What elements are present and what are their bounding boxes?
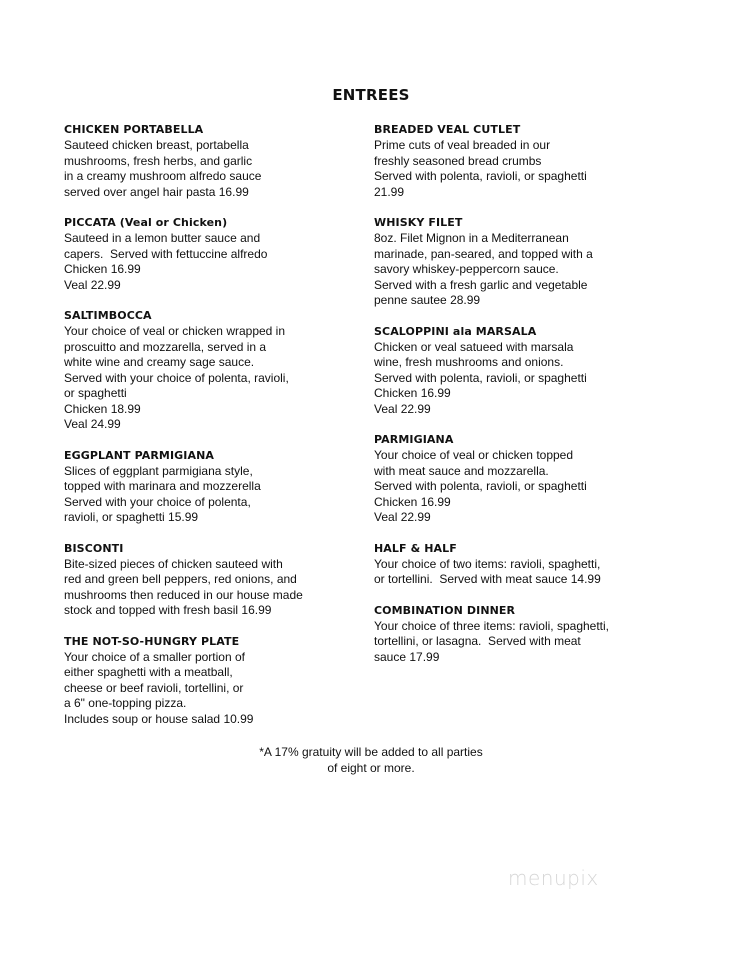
menu-item-description-line: Prime cuts of veal breaded in our xyxy=(374,138,551,152)
menu-item-description-line: penne sautee 28.99 xyxy=(374,293,481,307)
menu-item-description-line: Slices of eggplant parmigiana style, xyxy=(64,463,253,478)
menu-item-name: SCALOPPINI ala MARSALA xyxy=(374,324,537,338)
menu-item-description-line: savory whiskey-peppercorn sauce. xyxy=(374,262,559,276)
menu-item-description-line: ravioli, or spaghetti 15.99 xyxy=(64,510,199,524)
menu-item-description-line: freshly seasoned bread crumbs xyxy=(374,153,542,168)
menu-item-name: HALF & HALF xyxy=(374,541,457,555)
menu-item-description-line: in a creamy mushroom alfredo sauce xyxy=(64,169,262,183)
menu-item-description-line: mushrooms, fresh herbs, and garlic xyxy=(64,153,253,168)
menu-item-description-line: Served with polenta, ravioli, or spaghetti xyxy=(374,479,587,493)
gratuity-note-line: *A 17% gratuity will be added to all parties xyxy=(259,745,483,759)
menu-item-description-line: Veal 22.99 xyxy=(374,510,431,524)
menu-item-name: CHICKEN PORTABELLA xyxy=(64,123,204,136)
menu-item-description-line: either spaghetti with a meatball, xyxy=(64,665,233,679)
menu-item-description-line: Your choice of veal or chicken wrapped in xyxy=(64,324,286,338)
menu-item xyxy=(64,308,364,433)
menu-item-description-line: wine, fresh mushrooms and onions. xyxy=(374,355,564,369)
menu-item xyxy=(64,541,364,619)
menu-item-description-line: Served with your choice of polenta, ravioli, xyxy=(64,370,289,385)
menu-item-name: WHISKY FILET xyxy=(374,216,463,229)
menu-item-name: BREADED VEAL CUTLET xyxy=(374,123,521,136)
menu-item-description-line: Chicken 16.99 xyxy=(64,262,141,276)
menu-item-description-line: Sauteed chicken breast, portabella xyxy=(64,138,249,152)
menu-item-name: SALTIMBOCCA xyxy=(64,309,152,322)
menu-item-description-line: proscuitto and mozzarella, served in a xyxy=(64,339,267,354)
menu-item-description-line: Veal 22.99 xyxy=(64,277,121,292)
menu-item xyxy=(374,603,674,666)
menu-item-description-line: Bite-sized pieces of chicken sauteed with xyxy=(64,556,283,571)
menu-item-description-line: Includes soup or house salad 10.99 xyxy=(64,711,254,726)
menupix-watermark: menupix xyxy=(508,866,599,890)
menu-item-description-line: Chicken 16.99 xyxy=(374,386,451,400)
menu-item xyxy=(374,432,674,526)
right-menu-column xyxy=(374,122,674,680)
menu-item-description-line: Chicken or veal satueed with marsala xyxy=(374,339,574,354)
menu-item-description-line: Served with polenta, ravioli, or spaghetti xyxy=(374,169,587,183)
menu-item-description-line: Your choice of three items: ravioli, spaghetti, xyxy=(374,618,610,633)
menu-item-description-line: Your choice of a smaller portion of xyxy=(64,649,245,664)
menu-item xyxy=(374,541,674,588)
menu-item-name: PARMIGIANA xyxy=(374,433,454,446)
menu-item-description-line: Served with polenta, ravioli, or spaghetti xyxy=(374,370,587,385)
menu-item-description-line: 21.99 xyxy=(374,184,405,199)
menu-item-name: COMBINATION DINNER xyxy=(374,603,516,617)
menu-item-description-line: 8oz. Filet Mignon in a Mediterranean xyxy=(374,231,569,245)
menu-item-description-line: Chicken 18.99 xyxy=(64,401,141,416)
menu-item xyxy=(64,448,364,526)
menu-item xyxy=(374,215,674,309)
menu-item-description-line: sauce 17.99 xyxy=(374,649,440,664)
menu-item xyxy=(64,634,364,728)
gratuity-note-line: of eight or more. xyxy=(327,761,415,775)
menu-item xyxy=(64,215,364,293)
menu-item-description-line: Your choice of two items: ravioli, spaghetti, xyxy=(374,556,601,571)
menu-item-description-line: topped with marinara and mozzerella xyxy=(64,479,261,493)
menu-item-description-line: white wine and creamy sage sauce. xyxy=(64,355,255,369)
menu-item-description-line: red and green bell peppers, red onions, and xyxy=(64,572,297,586)
menu-item-description-line: Your choice of veal or chicken topped xyxy=(374,448,574,462)
menu-item-description-line: tortellini, or lasagna. Served with meat xyxy=(374,634,581,648)
menu-item-description-line: or tortellini. Served with meat sauce 14.99 xyxy=(374,572,601,586)
menu-item-description-line: Served with your choice of polenta, xyxy=(64,494,251,509)
menu-item xyxy=(374,122,674,200)
page-title: ENTREES xyxy=(332,86,410,104)
gratuity-note xyxy=(0,744,742,776)
menu-item-name: THE NOT-SO-HUNGRY PLATE xyxy=(64,634,240,648)
menu-item-name: PICCATA (Veal or Chicken) xyxy=(64,216,228,229)
menu-item-description-line: cheese or beef ravioli, tortellini, or xyxy=(64,680,244,695)
menu-item-description-line: served over angel hair pasta 16.99 xyxy=(64,184,249,199)
menu-item-description-line: Veal 22.99 xyxy=(374,401,431,416)
menu-item xyxy=(64,122,364,200)
menu-item xyxy=(374,324,674,418)
menu-item-description-line: or spaghetti xyxy=(64,386,127,400)
menu-item-name: EGGPLANT PARMIGIANA xyxy=(64,448,215,462)
left-menu-column xyxy=(64,122,364,742)
menu-item-description-line: Veal 24.99 xyxy=(64,417,121,431)
menu-item-description-line: marinade, pan-seared, and topped with a xyxy=(374,246,593,261)
menu-item-description-line: stock and topped with fresh basil 16.99 xyxy=(64,603,272,617)
menu-item-name: BISCONTI xyxy=(64,541,124,555)
menu-item-description-line: Chicken 16.99 xyxy=(374,494,451,509)
menu-item-description-line: capers. Served with fettuccine alfredo xyxy=(64,246,268,261)
menu-item-description-line: a 6" one-topping pizza. xyxy=(64,696,187,710)
menu-item-description-line: with meat sauce and mozzarella. xyxy=(374,463,549,478)
menu-item-description-line: Served with a fresh garlic and vegetable xyxy=(374,277,588,292)
menu-item-description-line: mushrooms then reduced in our house made xyxy=(64,587,303,602)
menu-item-description-line: Sauteed in a lemon butter sauce and xyxy=(64,231,261,245)
